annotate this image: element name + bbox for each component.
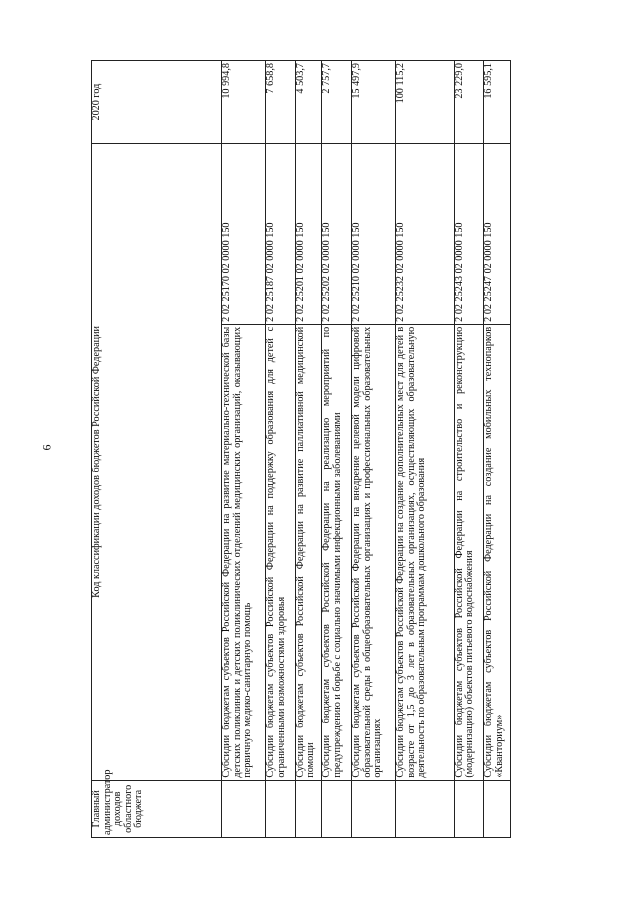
budget-revenue-table (91, 60, 511, 838)
table-row (454, 61, 484, 838)
header-year: 2020 год (92, 61, 222, 144)
row-amount: 15 497,9 (352, 61, 396, 144)
row-code: 2 02 25247 02 0000 150 (484, 144, 511, 325)
admin-cell (484, 780, 511, 837)
table-row (266, 61, 296, 838)
header-admin: Главный администратор доходов областного бюджета (92, 780, 222, 837)
table-body (221, 61, 510, 838)
admin-cell (454, 780, 484, 837)
header-code: Код классификации доходов бюджетов Российской Федерации (92, 144, 222, 781)
page-number: 6 (39, 444, 54, 451)
row-amount: 7 658,8 (266, 61, 296, 144)
table-header-row (92, 61, 222, 838)
row-amount: 100 115,2 (396, 61, 454, 144)
admin-cell (266, 780, 296, 837)
table-row (352, 61, 396, 838)
row-description: Субсидии бюджетам субъектов Российской Федерации на создание дополнительных мест для детей в возрасте от 1,5 до 3 лет в образовательных организациях, осуществляющих образовательную деятельность по образовательным программам дошкольного образования (396, 324, 454, 780)
row-amount: 2 757,7 (322, 61, 352, 144)
table-row (295, 61, 321, 838)
row-code: 2 02 25202 02 0000 150 (322, 144, 352, 325)
row-code: 2 02 25210 02 0000 150 (352, 144, 396, 325)
row-amount: 23 229,0 (454, 61, 484, 144)
row-description: Субсидии бюджетам субъектов Российской Федерации на развитие материально-технической базы детских поликлиник и детских поликлинических отделений медицинских организаций, оказывающих первичную медико-санитарную помощь (221, 324, 265, 780)
row-code: 2 02 25232 02 0000 150 (396, 144, 454, 325)
row-description: Субсидии бюджетам субъектов Российской Федерации на строительство и реконструкцию (модернизацию) объектов питьевого водоснабжения (454, 324, 484, 780)
row-code: 2 02 25243 02 0000 150 (454, 144, 484, 325)
row-description: Субсидии бюджетам субъектов Российской Федерации на развитие паллиативной медицинской помощи (295, 324, 321, 780)
row-amount: 16 595,1 (484, 61, 511, 144)
row-code: 2 02 25170 02 0000 150 (221, 144, 265, 325)
row-description: Субсидии бюджетам субъектов Российской Федерации на внедрение целевой модели цифровой образовательной среды в общеобразовательных организациях и профессиональных образовательных организациях (352, 324, 396, 780)
row-description: Субсидии бюджетам субъектов Российской Федерации на поддержку образования для детей с ограниченными возможностями здоровья (266, 324, 296, 780)
row-amount: 4 503,7 (295, 61, 321, 144)
table-row (484, 61, 511, 838)
table-row (322, 61, 352, 838)
table-row (221, 61, 265, 838)
row-amount: 10 994,8 (221, 61, 265, 144)
rotated-table-container (91, 60, 511, 838)
admin-cell (295, 780, 321, 837)
table-row (396, 61, 454, 838)
row-description: Субсидии бюджетам субъектов Российской Федерации на реализацию мероприятий по предупреждению и борьбе с социально значимыми инфекционными заболеваниями (322, 324, 352, 780)
row-description: Субсидии бюджетам субъектов Российской Федерации на создание мобильных технопарков «Кванториум» (484, 324, 511, 780)
admin-cell (396, 780, 454, 837)
row-code: 2 02 25187 02 0000 150 (266, 144, 296, 325)
admin-cell (352, 780, 396, 837)
admin-cell (322, 780, 352, 837)
row-code: 2 02 25201 02 0000 150 (295, 144, 321, 325)
admin-cell (221, 780, 265, 837)
